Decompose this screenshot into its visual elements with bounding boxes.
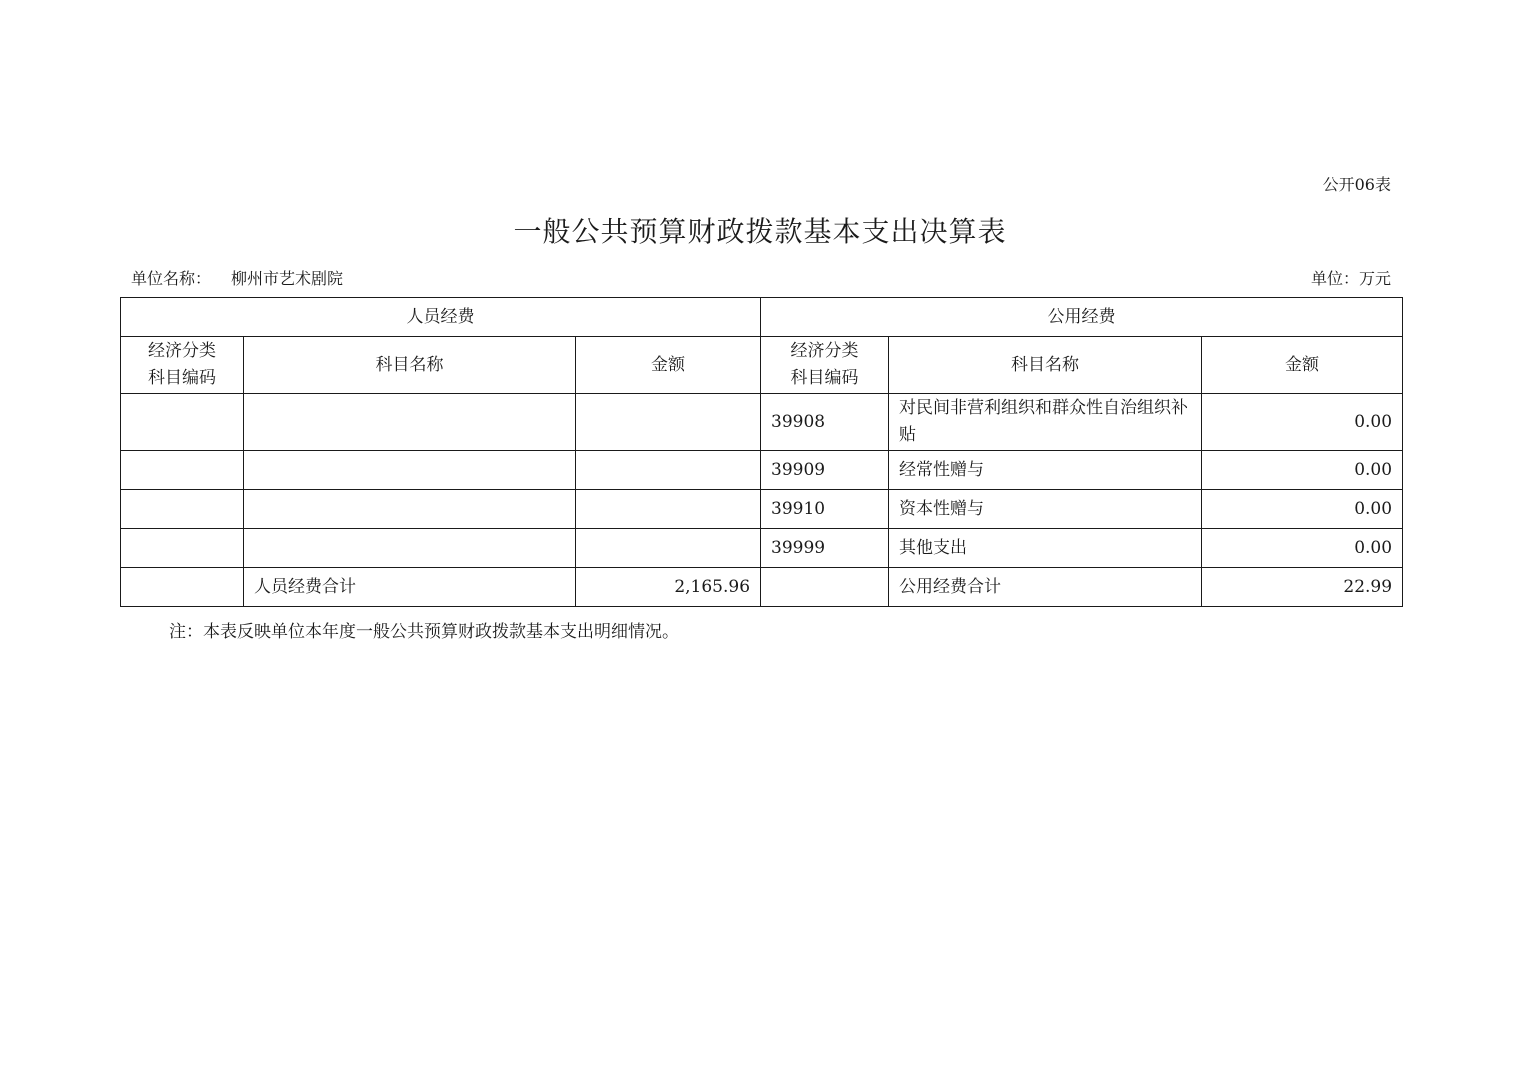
expenditure-table (120, 297, 1403, 607)
public-name-cell: 对民间非营利组织和群众性自治组织补贴 (889, 394, 1202, 451)
public-code-cell: 39910 (761, 490, 889, 529)
column-header-row (121, 337, 1403, 394)
table-row (121, 394, 1403, 451)
total-row (121, 568, 1403, 607)
group-header-row (121, 298, 1403, 337)
currency-unit-label: 单位：万元 (1310, 269, 1391, 288)
personnel-code-cell (121, 490, 244, 529)
table-note: 注：本表反映单位本年度一般公共预算财政拨款基本支出明细情况。 (169, 622, 679, 642)
public-amount-cell: 0.00 (1202, 394, 1403, 451)
personnel-amount-cell (576, 490, 761, 529)
col-header-code-line2: 科目编码 (790, 368, 859, 388)
col-header-code-public (761, 337, 889, 394)
form-id: 公开06表 (1322, 175, 1391, 194)
public-total-code-cell (761, 568, 889, 607)
unit-name-block (131, 266, 343, 289)
group-header-public: 公用经费 (761, 298, 1403, 337)
table-row (121, 490, 1403, 529)
personnel-total-code-cell (121, 568, 244, 607)
public-amount-cell: 0.00 (1202, 529, 1403, 568)
unit-name-label: 单位名称： (131, 269, 212, 288)
public-total-label: 公用经费合计 (889, 568, 1202, 607)
unit-name-value: 柳州市艺术剧院 (231, 269, 344, 288)
personnel-total-label: 人员经费合计 (244, 568, 576, 607)
personnel-name-cell (244, 394, 576, 451)
group-header-personnel: 人员经费 (121, 298, 761, 337)
public-name-cell: 其他支出 (889, 529, 1202, 568)
col-header-amount-public: 金额 (1202, 337, 1403, 394)
col-header-name-public: 科目名称 (889, 337, 1202, 394)
table-row (121, 451, 1403, 490)
personnel-amount-cell (576, 394, 761, 451)
public-code-cell: 39908 (761, 394, 889, 451)
personnel-code-cell (121, 451, 244, 490)
personnel-code-cell (121, 394, 244, 451)
col-header-amount-personnel: 金额 (576, 337, 761, 394)
personnel-name-cell (244, 451, 576, 490)
public-amount-cell: 0.00 (1202, 451, 1403, 490)
col-header-code-line1: 经济分类 (148, 341, 216, 361)
personnel-name-cell (244, 529, 576, 568)
table-row (121, 529, 1403, 568)
public-amount-cell: 0.00 (1202, 490, 1403, 529)
public-name-cell: 资本性赠与 (889, 490, 1202, 529)
personnel-code-cell (121, 529, 244, 568)
personnel-total-amount: 2,165.96 (576, 568, 761, 607)
col-header-code-line2: 科目编码 (148, 368, 216, 388)
public-code-cell: 39999 (761, 529, 889, 568)
public-name-cell: 经常性赠与 (889, 451, 1202, 490)
public-code-cell: 39909 (761, 451, 889, 490)
page-title: 一般公共预算财政拨款基本支出决算表 (513, 215, 1007, 248)
personnel-amount-cell (576, 451, 761, 490)
personnel-name-cell (244, 490, 576, 529)
col-header-code-personnel (121, 337, 244, 394)
public-total-amount: 22.99 (1202, 568, 1403, 607)
col-header-name-personnel: 科目名称 (244, 337, 576, 394)
col-header-code-line1: 经济分类 (790, 341, 859, 361)
personnel-amount-cell (576, 529, 761, 568)
